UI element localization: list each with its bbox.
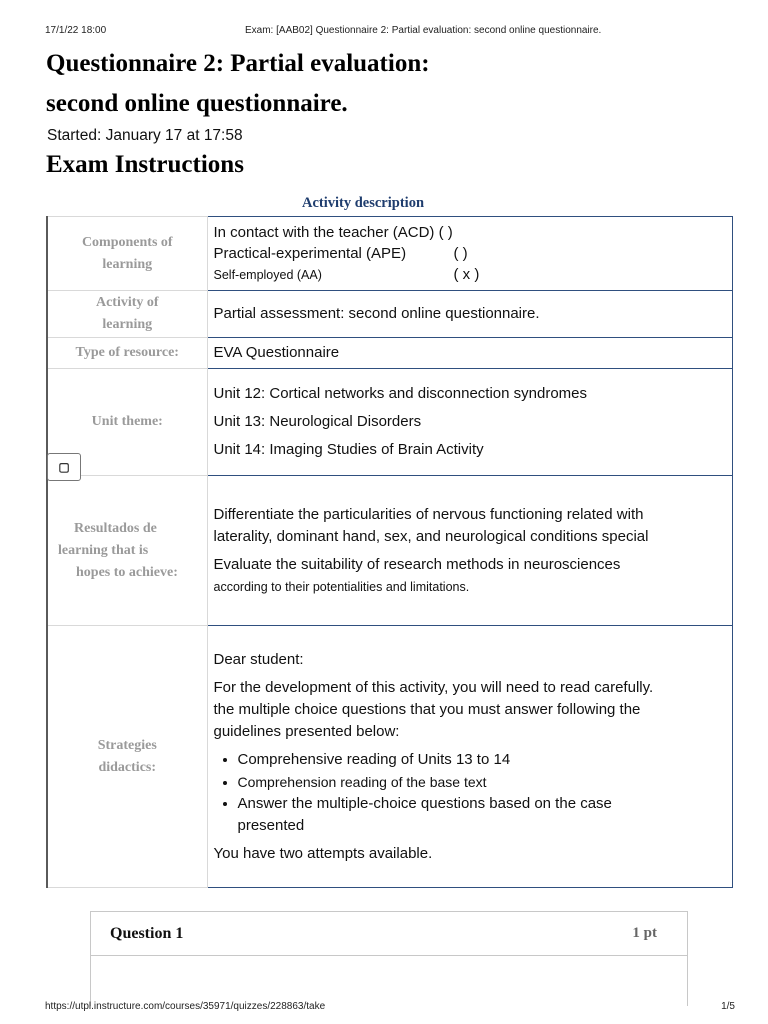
activity-label-line1: Activity of (95, 295, 159, 310)
results-paragraph2-line2: according to their potentialities and limitations. (213, 579, 470, 594)
component-option-label: Self-employed (AA) (213, 268, 322, 282)
resource-label: Type of resource: (47, 338, 207, 369)
results-label-line3: hopes to achieve: (76, 564, 178, 580)
activity-description-table (46, 216, 733, 888)
print-document-title: Exam: [AAB02] Questionnaire 2: Partial evaluation: second online questionnaire. (245, 25, 602, 36)
unit-theme-label (47, 369, 207, 476)
unit-item: Unit 13: Neurological Disorders (213, 413, 422, 430)
activity-value: Partial assessment: second online questionnaire. (207, 291, 733, 338)
results-value (207, 476, 733, 626)
question-points: 1 pt (632, 925, 657, 941)
component-option (214, 222, 727, 243)
unit-item: Unit 12: Cortical networks and disconnection syndromes (213, 385, 588, 402)
resource-value: EVA Questionnaire (207, 338, 733, 369)
results-paragraph: Differentiate the particularities of nervous functioning related with laterality, dominant hand, sex, and neurological conditions special (213, 505, 649, 545)
activity-description-caption: Activity description (301, 195, 425, 211)
page-title (46, 44, 726, 124)
strategies-label-line1: Strategies (97, 737, 157, 753)
component-option-mark: ( x ) (453, 266, 480, 283)
table-row-resource (47, 338, 733, 369)
print-datetime: 17/1/22 18:00 (45, 25, 107, 36)
strategies-closing: You have two attempts available. (213, 844, 433, 862)
components-label-line1: Components of (81, 234, 173, 250)
strategies-value (207, 626, 733, 888)
results-label-line1: Resultados de (74, 520, 157, 536)
page-title-line1: Questionnaire 2: Partial evaluation: (46, 50, 430, 77)
activity-label-line2: learning (102, 317, 153, 332)
started-timestamp: Started: January 17 at 17:58 (47, 127, 243, 144)
print-url: https://utpl.instructure.com/courses/35971/quizzes/228863/take (45, 1001, 326, 1012)
unit-item: Unit 14: Imaging Studies of Brain Activity (213, 441, 484, 458)
strategies-label (47, 626, 207, 888)
table-row-activity (47, 291, 733, 338)
results-label-line2: learning that is (58, 542, 149, 558)
checkbox-icon[interactable]: ▢ (47, 453, 81, 481)
activity-label (47, 291, 207, 338)
unit-theme-value (207, 369, 733, 476)
results-label (47, 476, 207, 626)
page-title-line2: second online questionnaire. (46, 90, 348, 117)
results-paragraph2-line1: Evaluate the suitability of research methods in neurosciences (213, 555, 621, 573)
components-label (47, 217, 207, 291)
list-item: • Comprehensive reading of Units 13 to 14 (238, 749, 727, 771)
components-label-line2: learning (102, 256, 153, 272)
component-option (214, 264, 727, 285)
unit-theme-label-text: Unit theme: (91, 414, 163, 429)
list-item: • Answer the multiple-choice questions based on the case presented (238, 793, 638, 837)
strategies-label-line2: didactics: (98, 759, 157, 775)
exam-instructions-heading: Exam Instructions (46, 151, 244, 178)
table-row-results (47, 476, 733, 626)
table-row-components (47, 217, 733, 291)
print-page-number: 1/5 (721, 1001, 735, 1012)
results-paragraph (214, 554, 727, 598)
component-option-label: Practical-experimental (APE) (213, 245, 407, 262)
table-row-strategies (47, 626, 733, 888)
table-row-unit-theme (47, 369, 733, 476)
strategies-greeting: Dear student: (213, 650, 304, 668)
components-value (207, 217, 733, 291)
list-item: • Comprehension reading of the base text (238, 771, 727, 793)
question-title: Question 1 (110, 924, 184, 942)
question-card (90, 911, 688, 1006)
component-option-label: In contact with the teacher (ACD) ( ) (213, 224, 453, 241)
strategies-intro: For the development of this activity, you will need to read carefully. the multiple choice questions that you must answer following the guidelines presented below: (213, 678, 654, 740)
component-option (214, 243, 727, 264)
component-option-mark: ( ) (453, 245, 468, 262)
question-header (91, 912, 687, 956)
strategies-list (238, 749, 727, 837)
